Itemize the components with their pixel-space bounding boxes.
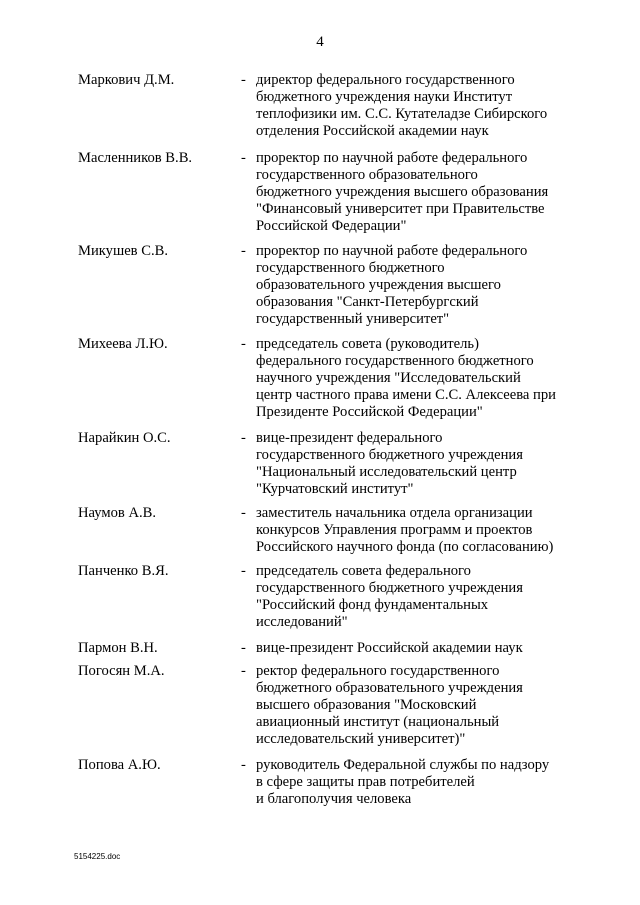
description-line: центр частного права имени С.С. Алексеева при — [256, 387, 556, 403]
separator-dash: - — [241, 663, 246, 679]
separator-dash: - — [241, 505, 246, 521]
person-name: Наумов А.В. — [78, 505, 157, 521]
description-line: проректор по научной работе федерального — [256, 150, 528, 166]
description-line: государственный университет" — [256, 311, 450, 327]
separator-dash: - — [241, 563, 246, 579]
person-name: Михеева Л.Ю. — [78, 336, 168, 352]
description-line: ректор федерального государственного — [256, 663, 500, 679]
position-description — [256, 505, 576, 556]
description-line: "Национальный исследовательский центр — [256, 464, 517, 480]
position-description — [256, 336, 576, 421]
description-line: научного учреждения "Исследовательский — [256, 370, 521, 386]
description-line: исследований" — [256, 614, 348, 630]
description-line: руководитель Федеральной службы по надзору — [256, 757, 550, 773]
person-name: Пармон В.Н. — [78, 640, 158, 656]
description-line: бюджетного учреждения высшего образования — [256, 184, 549, 200]
description-line: государственного бюджетного учреждения — [256, 447, 523, 463]
position-description — [256, 663, 576, 748]
document-filename: 5154225.doc — [74, 852, 121, 861]
description-line: бюджетного образовательного учреждения — [256, 680, 523, 696]
separator-dash: - — [241, 243, 246, 259]
description-line: "Финансовый университет при Правительстве — [256, 201, 545, 217]
person-name: Нарайкин О.С. — [78, 430, 171, 446]
description-line: авиационный институт (национальный — [256, 714, 500, 730]
separator-dash: - — [241, 640, 246, 656]
separator-dash: - — [241, 150, 246, 166]
person-name: Панченко В.Я. — [78, 563, 169, 579]
description-line: председатель совета (руководитель) — [256, 336, 479, 352]
person-name: Микушев С.В. — [78, 243, 168, 259]
position-description — [256, 563, 576, 631]
description-line: председатель совета федерального — [256, 563, 471, 579]
separator-dash: - — [241, 72, 246, 88]
position-description — [256, 430, 576, 498]
page-number: 4 — [316, 34, 324, 50]
position-description — [256, 243, 576, 328]
separator-dash: - — [241, 757, 246, 773]
person-name: Попова А.Ю. — [78, 757, 161, 773]
description-line: "Курчатовский институт" — [256, 481, 414, 497]
description-line: отделения Российской академии наук — [256, 123, 489, 139]
description-line: директор федерального государственного — [256, 72, 515, 88]
description-line: бюджетного учреждения науки Институт — [256, 89, 513, 105]
description-line: федерального государственного бюджетного — [256, 353, 534, 369]
description-line: Российского научного фонда (по согласованию) — [256, 539, 554, 555]
position-description — [256, 640, 576, 657]
position-description — [256, 150, 576, 235]
separator-dash: - — [241, 336, 246, 352]
position-description — [256, 757, 576, 808]
description-line: теплофизики им. С.С. Кутателадзе Сибирского — [256, 106, 548, 122]
description-line: Президенте Российской Федерации" — [256, 404, 483, 420]
description-line: исследовательский университет)" — [256, 731, 466, 747]
description-line: проректор по научной работе федерального — [256, 243, 528, 259]
description-line: государственного образовательного — [256, 167, 478, 183]
description-line: Российской Федерации" — [256, 218, 407, 234]
description-line: вице-президент федерального — [256, 430, 443, 446]
description-line: образовательного учреждения высшего — [256, 277, 501, 293]
description-line: государственного бюджетного — [256, 260, 445, 276]
person-name: Погосян М.А. — [78, 663, 165, 679]
position-description — [256, 72, 576, 140]
description-line: и благополучия человека — [256, 791, 412, 807]
description-line: "Российский фонд фундаментальных — [256, 597, 489, 613]
description-line: государственного бюджетного учреждения — [256, 580, 523, 596]
description-line: образования "Санкт-Петербургский — [256, 294, 479, 310]
description-line: заместитель начальника отдела организации — [256, 505, 533, 521]
person-name: Маркович Д.М. — [78, 72, 175, 88]
description-line: в сфере защиты прав потребителей — [256, 774, 475, 790]
separator-dash: - — [241, 430, 246, 446]
description-line: вице-президент Российской академии наук — [256, 640, 523, 656]
description-line: высшего образования "Московский — [256, 697, 477, 713]
description-line: конкурсов Управления программ и проектов — [256, 522, 533, 538]
person-name: Масленников В.В. — [78, 150, 193, 166]
